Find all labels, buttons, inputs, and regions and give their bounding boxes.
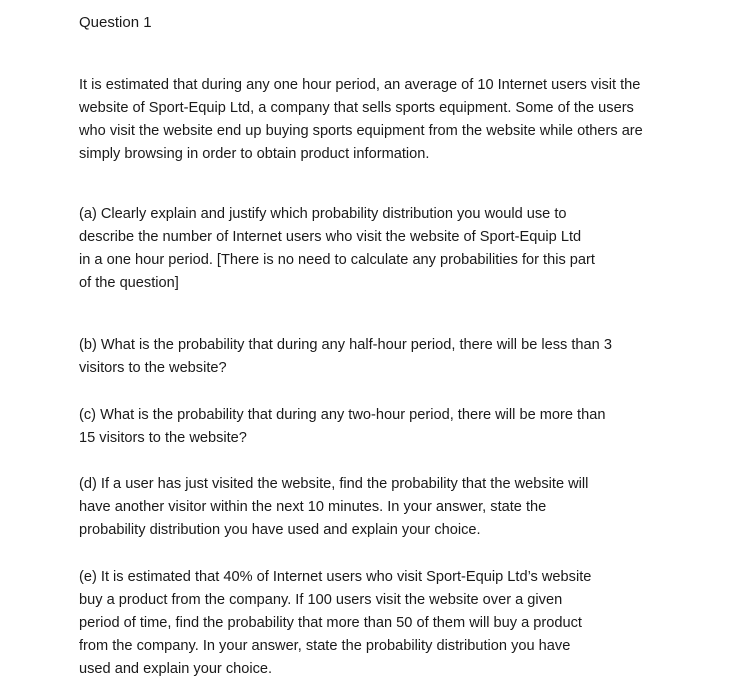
part-a-paragraph: [79, 203, 595, 295]
intro-paragraph: [79, 74, 643, 166]
part-a-line: describe the number of Internet users who visit the website of Sport-Equip Ltd: [79, 229, 582, 245]
part-d-line: probability distribution you have used and explain your choice.: [79, 522, 481, 538]
intro-line: It is estimated that during any one hour period, an average of 10 Internet users visit the: [79, 77, 641, 93]
part-e-line: used and explain your choice.: [79, 661, 273, 677]
part-d-line: have another visitor within the next 10 minutes. In your answer, state the: [79, 499, 547, 515]
part-e-line: from the company. In your answer, state the probability distribution you have: [79, 638, 571, 654]
part-b-paragraph: [79, 334, 612, 380]
question-heading: Question 1: [79, 14, 152, 31]
part-a-line: in a one hour period. [There is no need to calculate any probabilities for this part: [79, 252, 595, 268]
intro-line: website of Sport-Equip Ltd, a company that sells sports equipment. Some of the users: [79, 100, 634, 116]
part-c-line: 15 visitors to the website?: [79, 430, 247, 446]
part-a-line: (a) Clearly explain and justify which probability distribution you would use to: [79, 206, 567, 222]
part-b-line: visitors to the website?: [79, 360, 227, 376]
part-e-paragraph: [79, 566, 591, 681]
part-c-line: (c) What is the probability that during any two-hour period, there will be more than: [79, 407, 606, 423]
intro-line: who visit the website end up buying sports equipment from the website while others are: [79, 123, 643, 139]
part-e-line: (e) It is estimated that 40% of Internet users who visit Sport-Equip Ltd’s website: [79, 569, 592, 585]
part-d-paragraph: [79, 473, 588, 542]
part-e-line: buy a product from the company. If 100 users visit the website over a given: [79, 592, 563, 608]
part-b-line: (b) What is the probability that during any half-hour period, there will be less than 3: [79, 337, 612, 353]
part-c-paragraph: [79, 404, 605, 450]
part-e-line: period of time, find the probability that more than 50 of them will buy a product: [79, 615, 582, 631]
part-a-line: of the question]: [79, 275, 179, 291]
part-d-line: (d) If a user has just visited the website, find the probability that the website will: [79, 476, 589, 492]
intro-line: simply browsing in order to obtain product information.: [79, 146, 430, 162]
